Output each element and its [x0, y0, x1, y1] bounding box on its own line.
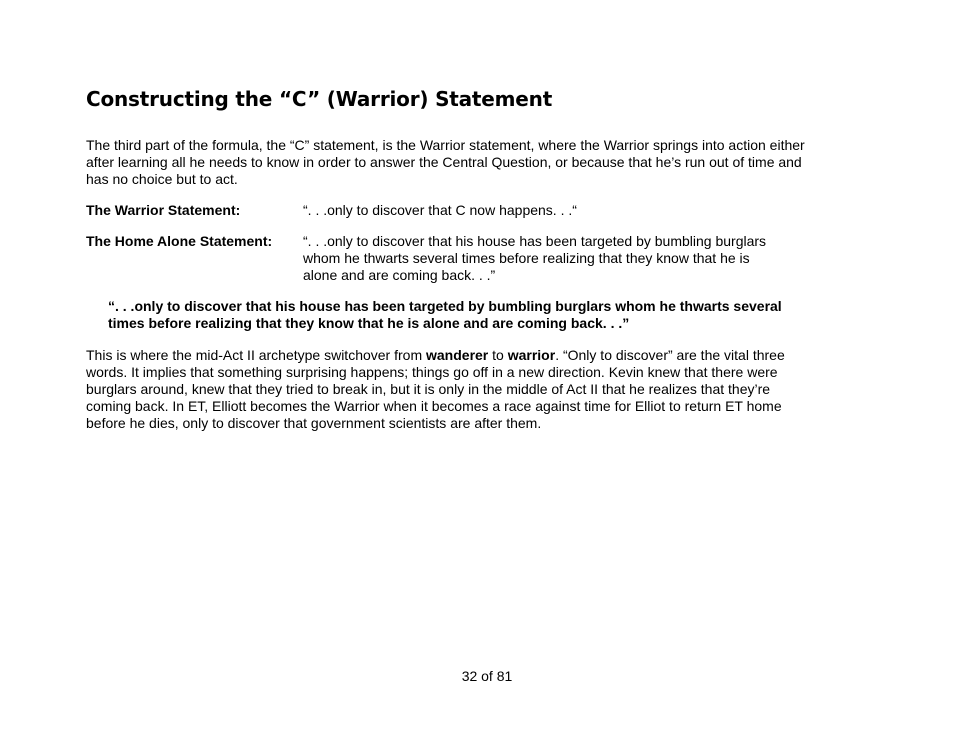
closing-text-2: to	[488, 347, 508, 363]
page-number: 32 of 81	[461, 668, 513, 684]
closing-text-3: . “Only to discover” are the vital three words. It implies that something surprising happens; things go off in a new direction. Kevin knew that there were burglars around, knew that they tried to break in, but it is only in the middle of Act II that he realizes that they’re coming back. In ET, Elliott becomes the Warrior when it becomes a race against time for Elliot to return ET home before he dies, only to discover that government scientists are after them.	[86, 347, 785, 431]
closing-text-1: This is where the mid-Act II archetype switchover from	[86, 347, 426, 363]
section-heading: Constructing the “C” (Warrior) Statement	[86, 87, 553, 111]
warrior-statement-label: The Warrior Statement:	[86, 202, 241, 218]
highlight-quote: “. . .only to discover that his house has been targeted by bumbling burglars whom he thwarts several times before realizing that they know that he is alone and are coming back. . .”	[108, 298, 782, 331]
home-alone-statement-label: The Home Alone Statement:	[86, 233, 273, 249]
closing-bold-wanderer: wanderer	[426, 347, 489, 363]
closing-bold-warrior: warrior	[507, 347, 556, 363]
warrior-statement-value: “. . .only to discover that C now happens. . .“	[303, 202, 577, 218]
home-alone-statement-value: “. . .only to discover that his house has been targeted by bumbling burglars whom he thwarts several times before realizing that they know that he is alone and are coming back. . .”	[303, 233, 767, 283]
intro-paragraph: The third part of the formula, the “C” statement, is the Warrior statement, where the Warrior springs into action either after learning all he needs to know in order to answer the Central Question, or because that he’s run out of time and has no choice but to act.	[86, 137, 805, 187]
closing-paragraph	[86, 347, 816, 432]
